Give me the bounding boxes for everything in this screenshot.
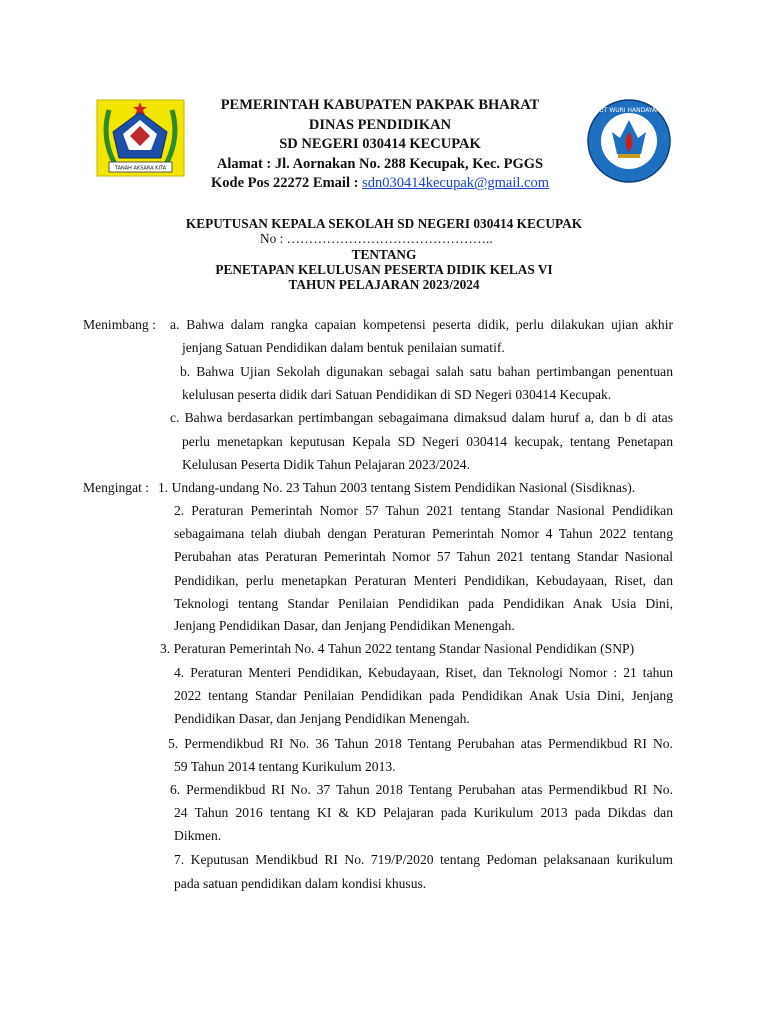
menimbang-line: a. Bahwa dalam rangka capaian kompetensi peserta didik, perlu dilakukan ujian akhir [170, 317, 673, 332]
tut-wuri-handayani-text: TUT WURI HANDAYANI [595, 107, 663, 114]
mengingat-line: Dikmen. [174, 828, 222, 843]
mengingat-line: Jenjang Pendidikan Dasar, dan Jenjang Pendidikan Menengah. [174, 618, 515, 633]
letterhead [190, 96, 570, 194]
menimbang-line: perlu menetapkan keputusan Kepala SD Negeri 030414 kecupak, tentang Penetapan [182, 434, 673, 449]
menimbang-line: b. Bahwa Ujian Sekolah digunakan sebagai salah satu bahan pertimbangan penentuan [180, 364, 673, 379]
mengingat-line: 7. Keputusan Mendikbud RI No. 719/P/2020 tentang Pedoman pelaksanaan kurikulum [174, 852, 673, 867]
mengingat-line: sebagaimana telah diubah dengan Peraturan Pemerintah Nomor 4 Tahun 2022 tentang [174, 526, 673, 541]
mengingat-line: 3. Peraturan Pemerintah No. 4 Tahun 2022 tentang Standar Nasional Pendidikan (SNP) [160, 641, 635, 656]
mengingat-line: Pendidikan Dasar, dan Jenjang Pendidikan Menengah. [174, 711, 470, 726]
decree-number: No : ……………………………………….. [260, 231, 493, 246]
mengingat-line: pada satuan pendidikan dalam kondisi khusus. [174, 876, 427, 891]
mengingat-line: 1. Undang-undang No. 23 Tahun 2003 tentang Sistem Pendidikan Nasional (Sisdiknas). [158, 480, 636, 495]
decree-subject: PENETAPAN KELULUSAN PESERTA DIDIK KELAS VI [215, 262, 553, 277]
decree-about: TENTANG [351, 247, 417, 262]
decree-year: TAHUN PELAJARAN 2023/2024 [288, 277, 480, 292]
mengingat-label: Mengingat : [83, 480, 150, 495]
letterhead-contact [190, 174, 570, 194]
mengingat-line: 6. Permendikbud RI No. 37 Tahun 2018 Tentang Perubahan atas Permendikbud RI No. [170, 782, 673, 797]
pakpak-bharat-emblem-logo [95, 98, 186, 178]
mengingat-line: Perubahan atas Peraturan Pemerintah Nomor 57 Tahun 2021 tentang Standar Nasional [174, 549, 673, 564]
menimbang-line: c. Bahwa berdasarkan pertimbangan sebagaimana dimaksud dalam huruf a, dan b di atas [170, 410, 673, 425]
mengingat-line: Teknologi tentang Standar Penilaian Pendidikan pada Pendidikan Anak Usia Dini, [174, 596, 673, 611]
mengingat-line: 4. Peraturan Menteri Pendidikan, Kebudayaan, Riset, dan Teknologi Nomor : 21 tahun [174, 665, 673, 680]
mengingat-line: 5. Permendikbud RI No. 36 Tahun 2018 Tentang Perubahan atas Permendikbud RI No. [168, 736, 673, 751]
decree-heading: KEPUTUSAN KEPALA SEKOLAH SD NEGERI 030414 KECUPAK [185, 216, 583, 231]
mengingat-line: 2. Peraturan Pemerintah Nomor 57 Tahun 2021 tentang Standar Nasional Pendidikan [174, 503, 673, 518]
menimbang-line: kelulusan peserta didik dari Satuan Pendidikan di SD Negeri 030414 Kecupak. [182, 387, 612, 402]
menimbang-line: Kelulusan Peserta Didik Tahun Pelajaran 2023/2024. [182, 457, 470, 472]
menimbang-label: Menimbang : [83, 317, 156, 332]
letterhead-address: Alamat : Jl. Aornakan No. 288 Kecupak, Kec. PGGS [216, 155, 544, 172]
mengingat-line: Pendidikan, perlu menetapkan Peraturan Menteri Pendidikan, Kebudayaan, Riset, dan [174, 573, 673, 588]
menimbang-line: jenjang Satuan Pendidikan dalam bentuk penilaian sumatif. [182, 340, 505, 355]
emblem-motto-text: TANAH AKSARA KITA [114, 165, 167, 172]
mengingat-line: 59 Tahun 2014 tentang Kurikulum 2013. [174, 759, 396, 774]
letterhead-government: PEMERINTAH KABUPATEN PAKPAK BHARAT [220, 97, 540, 113]
letterhead-school: SD NEGERI 030414 KECUPAK [279, 136, 481, 153]
mengingat-line: 2022 tentang Standar Penilaian Pendidikan pada Pendidikan Anak Usia Dini, Jenjang [174, 688, 673, 703]
tut-wuri-handayani-logo [586, 98, 672, 184]
letterhead-agency: DINAS PENDIDIKAN [308, 116, 452, 133]
postal-code-label: Kode Pos 22272 Email : [211, 175, 363, 192]
decree-title [120, 216, 648, 292]
mengingat-line: 24 Tahun 2016 tentang KI & KD Pelajaran pada Kurikulum 2013 pada Dikdas dan [174, 805, 673, 820]
email-link[interactable]: sdn030414kecupak@gmail.com [362, 175, 549, 192]
